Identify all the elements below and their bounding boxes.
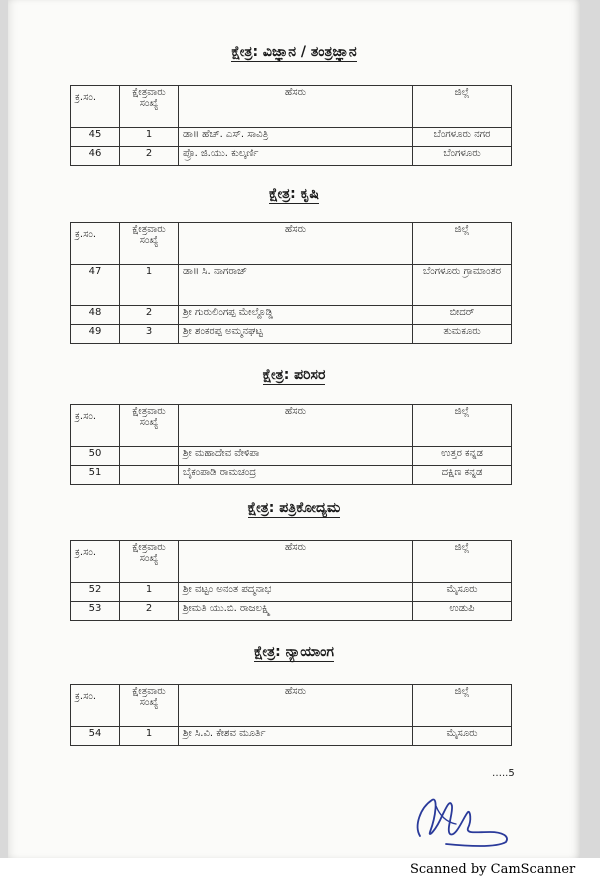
table-agriculture <box>70 222 512 344</box>
table-environment <box>70 404 512 485</box>
table-row: 51 ಬೈಕಂಪಾಡಿ ರಾಮಚಂದ್ರ ದಕ್ಷಿಣ ಕನ್ನಡ <box>71 466 512 485</box>
table-row: 50 ಶ್ರೀ ಮಹಾದೇವ ವೇಳಿಪಾ ಉತ್ತರ ಕನ್ನಡ <box>71 447 512 466</box>
table-row: 52 1 ಶ್ರೀ ವಟ್ಟಂ ಅನಂತ ಪದ್ಮನಾಭ ಮೈಸೂರು <box>71 583 512 602</box>
header-count: ಕ್ಷೇತ್ರವಾರು ಸಂಖ್ಯೆ <box>120 86 179 128</box>
header-name: ಹೆಸರು <box>179 223 413 265</box>
section-title-science: ಕ್ಷೇತ್ರ: ವಿಜ್ಞಾನ / ತಂತ್ರಜ್ಞಾನ <box>231 44 357 60</box>
signature-mark <box>406 786 516 852</box>
section-title-environment: ಕ್ಷೇತ್ರ: ಪರಿಸರ <box>262 367 326 383</box>
header-count: ಕ್ಷೇತ್ರವಾರು ಸಂಖ್ಯೆ <box>120 541 179 583</box>
header-district: ಜಿಲ್ಲೆ <box>413 223 512 265</box>
table-row: 46 2 ಪ್ರೊ. ಜಿ.ಯು. ಕುಲ್ಕರ್ಣಿ ಬೆಂಗಳೂರು <box>71 147 512 166</box>
header-count: ಕ್ಷೇತ್ರವಾರು ಸಂಖ್ಯೆ <box>120 223 179 265</box>
header-count: ಕ್ಷೇತ್ರವಾರು ಸಂಖ್ಯೆ <box>120 405 179 447</box>
header-sn: ಕ್ರ.ಸಂ. <box>71 541 120 583</box>
header-district: ಜಿಲ್ಲೆ <box>413 685 512 727</box>
header-sn: ಕ್ರ.ಸಂ. <box>71 223 120 265</box>
header-sn: ಕ್ರ.ಸಂ. <box>71 685 120 727</box>
header-district: ಜಿಲ್ಲೆ <box>413 405 512 447</box>
header-district: ಜಿಲ್ಲೆ <box>413 86 512 128</box>
table-judiciary <box>70 684 512 746</box>
scanner-watermark: Scanned by CamScanner <box>410 862 576 877</box>
header-name: ಹೆಸರು <box>179 685 413 727</box>
page-number: …..5 <box>492 768 515 779</box>
document-page <box>8 0 580 858</box>
table-journalism <box>70 540 512 621</box>
section-title-agriculture: ಕ್ಷೇತ್ರ: ಕೃಷಿ <box>269 186 319 202</box>
header-sn: ಕ್ರ.ಸಂ. <box>71 86 120 128</box>
table-row: 54 1 ಶ್ರೀ ಸಿ.ವಿ. ಕೇಶವ ಮೂರ್ತಿ ಮೈಸೂರು <box>71 727 512 746</box>
header-count: ಕ್ಷೇತ್ರವಾರು ಸಂಖ್ಯೆ <box>120 685 179 727</box>
table-row: 49 3 ಶ್ರೀ ಶಂಕರಪ್ಪ ಅಮ್ಮನಘಟ್ಟ ತುಮಕೂರು <box>71 325 512 344</box>
section-title-journalism: ಕ್ಷೇತ್ರ: ಪತ್ರಿಕೋದ್ಯಮ <box>247 500 341 516</box>
header-name: ಹೆಸರು <box>179 86 413 128</box>
table-row: 45 1 ಡಾ॥ ಹೆಚ್. ಎಸ್. ಸಾವಿತ್ರಿ ಬೆಂಗಳೂರು ನಗರ <box>71 128 512 147</box>
header-name: ಹೆಸರು <box>179 541 413 583</box>
section-title-judiciary: ಕ್ಷೇತ್ರ: ನ್ಯಾಯಾಂಗ <box>254 644 334 660</box>
table-row: 53 2 ಶ್ರೀಮತಿ ಯು.ಬಿ. ರಾಜಲಕ್ಷ್ಮಿ ಉಡುಪಿ <box>71 602 512 621</box>
table-row: 47 1 ಡಾ॥ ಸಿ. ನಾಗರಾಜ್ ಬೆಂಗಳೂರು ಗ್ರಾಮಾಂತರ <box>71 265 512 306</box>
header-name: ಹೆಸರು <box>179 405 413 447</box>
header-district: ಜಿಲ್ಲೆ <box>413 541 512 583</box>
header-sn: ಕ್ರ.ಸಂ. <box>71 405 120 447</box>
table-row: 48 2 ಶ್ರೀ ಗುರುಲಿಂಗಪ್ಪ ಮೇಲ್ದೊಡ್ಡಿ ಬೀದರ್ <box>71 306 512 325</box>
table-science <box>70 85 512 166</box>
